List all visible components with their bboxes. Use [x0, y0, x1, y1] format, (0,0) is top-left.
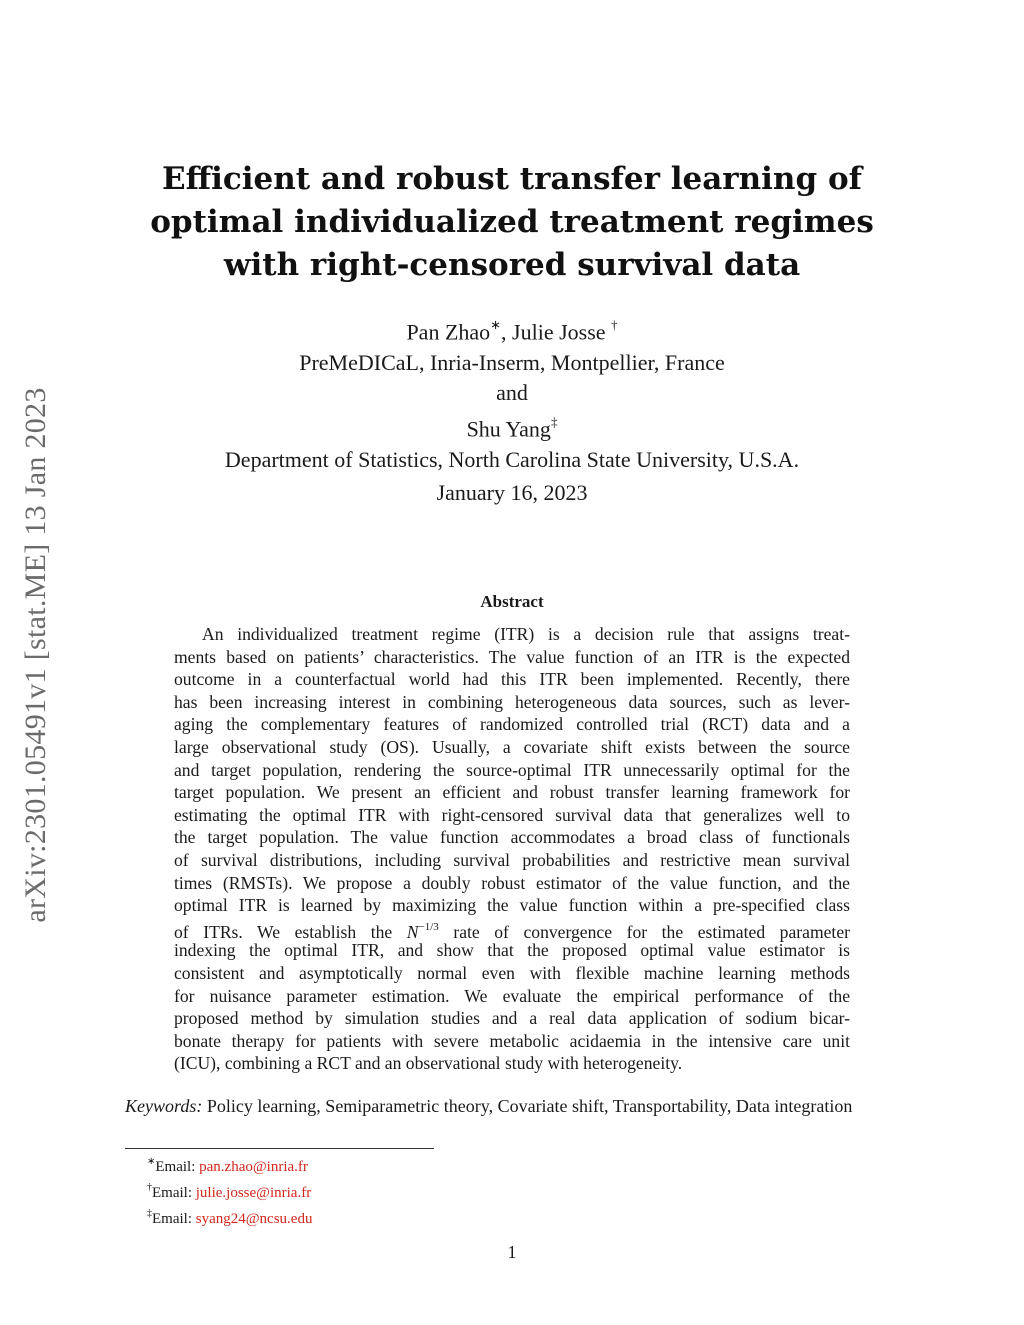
email-link[interactable]: syang24@ncsu.edu: [195, 1211, 313, 1227]
footnote: [147, 1178, 312, 1204]
footnote-mark: ∗: [490, 317, 502, 332]
footnote-mark: †: [611, 317, 618, 332]
author-names: , Julie Josse: [501, 319, 612, 345]
email-link[interactable]: julie.josse@inria.fr: [195, 1185, 312, 1201]
abstract-body: [174, 623, 850, 1075]
paper-date: January 16, 2023: [436, 480, 588, 505]
title-line: with right-censored survival data: [223, 247, 801, 283]
math-exponent: −1/3: [418, 920, 439, 933]
footnote-mark: ‡: [550, 413, 558, 429]
keywords-text: Policy learning, Semiparametric theory, Covariate shift, Transportability, Data integration: [202, 1096, 853, 1116]
keywords: [125, 1094, 897, 1119]
footnote-mark: ∗: [147, 1156, 156, 1167]
abstract-text: rate of convergence for the estimated parameter: [438, 921, 850, 942]
author-line-2: [100, 409, 924, 445]
author-block: [100, 312, 924, 475]
abstract-line: ments based on patients’ characteristics. The value function of an ITR is the expected: [174, 646, 850, 667]
abstract-heading: Abstract: [480, 592, 544, 611]
author-name: Shu Yang: [466, 416, 551, 442]
title-line: Efficient and robust transfer learning of: [162, 161, 862, 197]
footnotes: [147, 1152, 312, 1230]
author-line-1: [100, 312, 924, 348]
page-number: 1: [507, 1242, 517, 1262]
abstract-line: (ICU), combining a RCT and an observational study with heterogeneity.: [174, 1053, 683, 1074]
affiliation-1: PreMeDICaL, Inria-Inserm, Montpellier, France: [299, 349, 725, 375]
paper-title: [130, 158, 894, 287]
abstract-line: An individualized treatment regime (ITR) is a decision rule that assigns treat-: [202, 624, 850, 644]
email-link[interactable]: pan.zhao@inria.fr: [199, 1159, 308, 1175]
abstract-line: indexing the optimal ITR, and show that the proposed optimal value estimator is: [174, 940, 850, 961]
footnote-label: Email:: [152, 1211, 196, 1227]
abstract-line-with-math: [174, 917, 850, 940]
math-symbol: N: [406, 921, 419, 942]
abstract-line: optimal ITR is learned by maximizing the value function within a pre-specified class: [174, 895, 850, 916]
abstract-line: has been increasing interest in combining heterogeneous data sources, such as lever-: [174, 691, 850, 712]
abstract-line: proposed method by simulation studies and a real data application of sodium bicar-: [174, 1008, 850, 1029]
footnote-label: Email:: [152, 1185, 196, 1201]
footnote: [147, 1152, 312, 1178]
abstract-line: of survival distributions, including survival probabilities and restrictive mean survival: [174, 849, 850, 870]
abstract-line: for nuisance parameter estimation. We evaluate the empirical performance of the: [174, 985, 850, 1006]
footnote-mark: ‡: [147, 1208, 152, 1219]
affiliation-2: Department of Statistics, North Carolina State University, U.S.A.: [224, 446, 800, 472]
abstract-line: aging the complementary features of randomized controlled trial (RCT) data and a: [174, 714, 850, 735]
footnote-label: Email:: [155, 1159, 200, 1175]
abstract-line: consistent and asymptotically normal even with flexible machine learning methods: [174, 962, 850, 983]
abstract-line: and target population, rendering the source-optimal ITR unnecessarily optimal for the: [174, 759, 850, 780]
abstract-line: target population. We present an efficient and robust transfer learning framework for: [174, 782, 850, 803]
title-line: optimal individualized treatment regimes: [150, 204, 874, 240]
abstract-line: outcome in a counterfactual world had this ITR been implemented. Recently, there: [174, 669, 850, 690]
arxiv-sidebar: [8, 350, 64, 960]
footnote-mark: †: [147, 1182, 152, 1193]
abstract-line: times (RMSTs). We propose a doubly robust estimator of the value function, and the: [174, 872, 850, 893]
arxiv-identifier[interactable]: arXiv:2301.05491v1 [stat.ME] 13 Jan 2023: [19, 387, 52, 923]
author-names: Pan Zhao: [406, 319, 491, 345]
abstract-line: bonate therapy for patients with severe metabolic acidaemia in the intensive care unit: [174, 1030, 850, 1051]
footnote-divider: [125, 1148, 434, 1149]
abstract-line: large observational study (OS). Usually, a covariate shift exists between the source: [174, 736, 850, 757]
abstract-text: of ITRs. We establish the: [174, 921, 407, 942]
abstract-line: estimating the optimal ITR with right-censored survival data that generalizes well to: [174, 804, 850, 825]
keywords-label: Keywords:: [125, 1096, 203, 1116]
abstract-line: the target population. The value function accommodates a broad class of functionals: [174, 827, 850, 848]
author-conjunction: and: [496, 380, 528, 406]
footnote: [147, 1204, 312, 1230]
